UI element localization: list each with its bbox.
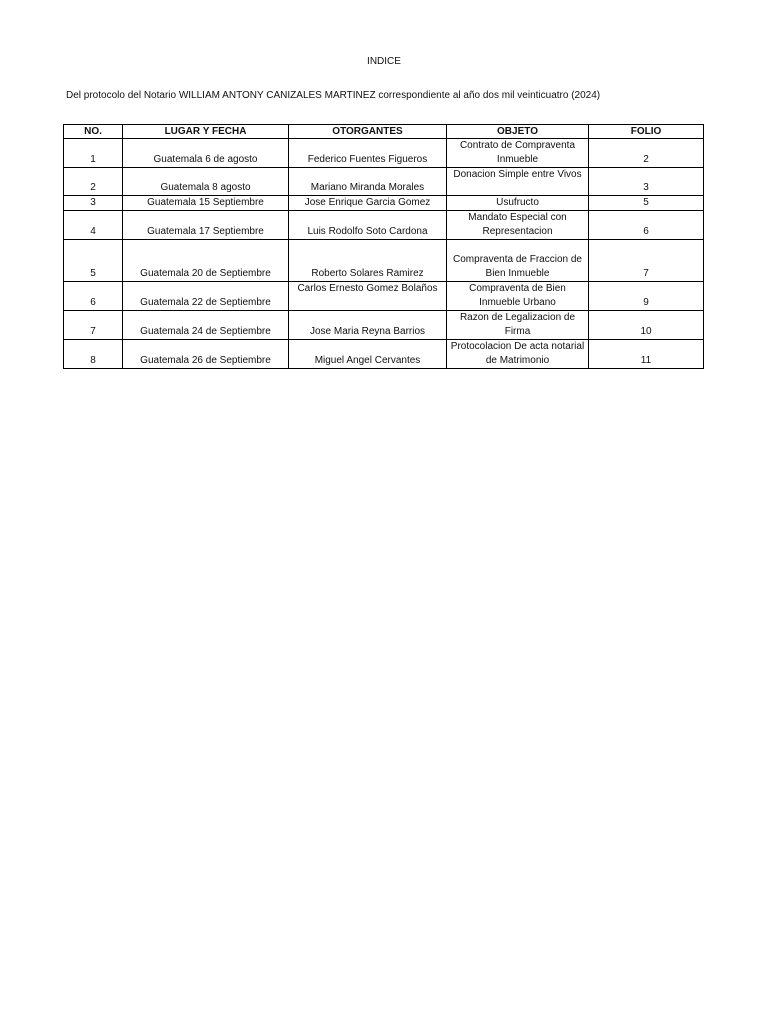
table-row: [64, 139, 704, 168]
header-otorgantes: OTORGANTES: [289, 125, 447, 139]
index-table: [63, 124, 704, 369]
header-folio: FOLIO: [589, 125, 704, 139]
cell-objeto: Razon de Legalizacion de Firma: [447, 311, 589, 340]
header-objeto: OBJETO: [447, 125, 589, 139]
table-row: [64, 340, 704, 369]
cell-otorgantes: Roberto Solares Ramirez: [289, 240, 447, 282]
cell-objeto: Compraventa de Bien Inmueble Urbano: [447, 282, 589, 311]
cell-no: 1: [64, 139, 123, 168]
cell-objeto: Compraventa de Fraccion de Bien Inmueble: [447, 240, 589, 282]
document-title: INDICE: [367, 56, 401, 67]
cell-no: 3: [64, 196, 123, 211]
cell-lugar-fecha: Guatemala 8 agosto: [123, 168, 289, 196]
cell-lugar-fecha: Guatemala 24 de Septiembre: [123, 311, 289, 340]
cell-otorgantes: Jose Maria Reyna Barrios: [289, 311, 447, 340]
cell-lugar-fecha: Guatemala 15 Septiembre: [123, 196, 289, 211]
cell-no: 8: [64, 340, 123, 369]
cell-no: 7: [64, 311, 123, 340]
cell-no: 4: [64, 211, 123, 240]
cell-otorgantes: Federico Fuentes Figueros: [289, 139, 447, 168]
cell-otorgantes: Jose Enrique Garcia Gomez: [289, 196, 447, 211]
cell-otorgantes: Carlos Ernesto Gomez Bolaños: [289, 282, 447, 311]
table-row: [64, 211, 704, 240]
cell-lugar-fecha: Guatemala 22 de Septiembre: [123, 282, 289, 311]
cell-objeto: Usufructo: [447, 196, 589, 211]
cell-lugar-fecha: Guatemala 17 Septiembre: [123, 211, 289, 240]
cell-lugar-fecha: Guatemala 6 de agosto: [123, 139, 289, 168]
table-row: [64, 240, 704, 282]
cell-folio: 9: [589, 282, 704, 311]
cell-objeto: Protocolacion De acta notarial de Matrimonio: [447, 340, 589, 369]
cell-no: 2: [64, 168, 123, 196]
cell-otorgantes: Mariano Miranda Morales: [289, 168, 447, 196]
cell-folio: 11: [589, 340, 704, 369]
cell-objeto: Contrato de Compraventa Inmueble: [447, 139, 589, 168]
cell-objeto: Donacion Simple entre Vivos: [447, 168, 589, 196]
cell-folio: 7: [589, 240, 704, 282]
cell-no: 6: [64, 282, 123, 311]
cell-folio: 10: [589, 311, 704, 340]
header-lugar-fecha: LUGAR Y FECHA: [123, 125, 289, 139]
table-header-row: [64, 125, 704, 139]
document-subtitle: Del protocolo del Notario WILLIAM ANTONY CANIZALES MARTINEZ correspondiente al año dos mil veinticuatro (2024): [66, 90, 601, 101]
cell-folio: 5: [589, 196, 704, 211]
cell-lugar-fecha: Guatemala 26 de Septiembre: [123, 340, 289, 369]
cell-objeto: Mandato Especial con Representacion: [447, 211, 589, 240]
cell-otorgantes: Luis Rodolfo Soto Cardona: [289, 211, 447, 240]
cell-otorgantes: Miguel Angel Cervantes: [289, 340, 447, 369]
table-row: [64, 196, 704, 211]
header-no: NO.: [64, 125, 123, 139]
cell-folio: 2: [589, 139, 704, 168]
table-row: [64, 168, 704, 196]
cell-lugar-fecha: Guatemala 20 de Septiembre: [123, 240, 289, 282]
cell-folio: 6: [589, 211, 704, 240]
table-row: [64, 311, 704, 340]
cell-folio: 3: [589, 168, 704, 196]
table-row: [64, 282, 704, 311]
cell-no: 5: [64, 240, 123, 282]
